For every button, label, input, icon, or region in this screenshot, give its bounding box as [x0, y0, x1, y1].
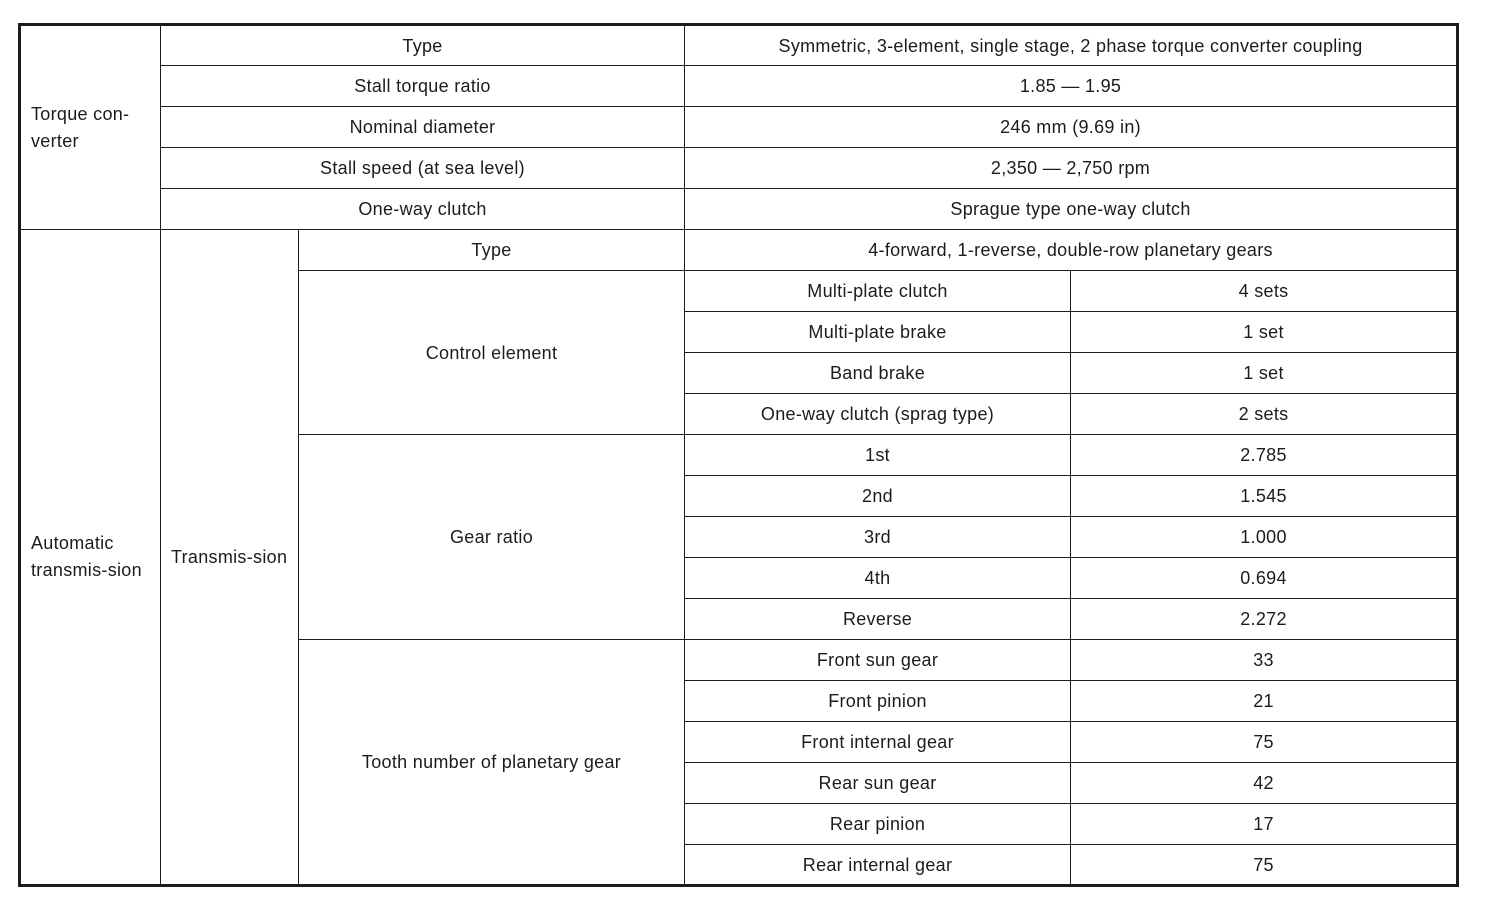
gear-ratio-value: 2.272 [1071, 599, 1458, 640]
tc-type-label: Type [161, 25, 685, 66]
gear-ratio-value: 2.785 [1071, 435, 1458, 476]
tc-stall-speed-label: Stall speed (at sea level) [161, 148, 685, 189]
table-row [20, 66, 1458, 107]
control-element-value: 1 set [1071, 312, 1458, 353]
gear-ratio-label: Gear ratio [299, 435, 685, 640]
tc-one-way-clutch-label: One-way clutch [161, 189, 685, 230]
control-element-item: Multi-plate brake [685, 312, 1071, 353]
tooth-number-value: 75 [1071, 845, 1458, 886]
tooth-number-item: Front pinion [685, 681, 1071, 722]
control-element-item: One-way clutch (sprag type) [685, 394, 1071, 435]
tc-stall-speed-value: 2,350 — 2,750 rpm [685, 148, 1458, 189]
tooth-number-value: 33 [1071, 640, 1458, 681]
gear-ratio-item: 2nd [685, 476, 1071, 517]
tc-nominal-diameter-label: Nominal diameter [161, 107, 685, 148]
tooth-number-item: Rear pinion [685, 804, 1071, 845]
tooth-number-item: Rear internal gear [685, 845, 1071, 886]
gear-ratio-value: 0.694 [1071, 558, 1458, 599]
gear-ratio-value: 1.545 [1071, 476, 1458, 517]
tooth-number-item: Rear sun gear [685, 763, 1071, 804]
transmission-label: Transmis-sion [161, 230, 299, 886]
specification-table [18, 23, 1459, 887]
control-element-value: 1 set [1071, 353, 1458, 394]
control-element-label: Control element [299, 271, 685, 435]
gear-ratio-value: 1.000 [1071, 517, 1458, 558]
tc-stall-torque-ratio-label: Stall torque ratio [161, 66, 685, 107]
table-row [20, 25, 1458, 66]
table-row [20, 107, 1458, 148]
tooth-number-label: Tooth number of planetary gear [299, 640, 685, 886]
tooth-number-value: 21 [1071, 681, 1458, 722]
tc-one-way-clutch-value: Sprague type one-way clutch [685, 189, 1458, 230]
tooth-number-value: 75 [1071, 722, 1458, 763]
control-element-item: Band brake [685, 353, 1071, 394]
tc-type-value: Symmetric, 3-element, single stage, 2 phase torque converter coupling [685, 25, 1458, 66]
at-type-label: Type [299, 230, 685, 271]
control-element-value: 2 sets [1071, 394, 1458, 435]
tc-stall-torque-ratio-value: 1.85 — 1.95 [685, 66, 1458, 107]
tooth-number-value: 42 [1071, 763, 1458, 804]
tooth-number-item: Front sun gear [685, 640, 1071, 681]
automatic-transmission-label: Automatic transmis-sion [20, 230, 161, 886]
gear-ratio-item: 3rd [685, 517, 1071, 558]
table-row [20, 148, 1458, 189]
tooth-number-item: Front internal gear [685, 722, 1071, 763]
at-type-value: 4-forward, 1-reverse, double-row planetary gears [685, 230, 1458, 271]
table-row [20, 230, 1458, 271]
gear-ratio-item: 4th [685, 558, 1071, 599]
tooth-number-value: 17 [1071, 804, 1458, 845]
control-element-item: Multi-plate clutch [685, 271, 1071, 312]
table-row [20, 189, 1458, 230]
gear-ratio-item: Reverse [685, 599, 1071, 640]
gear-ratio-item: 1st [685, 435, 1071, 476]
torque-converter-label: Torque con-verter [20, 25, 161, 230]
tc-nominal-diameter-value: 246 mm (9.69 in) [685, 107, 1458, 148]
control-element-value: 4 sets [1071, 271, 1458, 312]
